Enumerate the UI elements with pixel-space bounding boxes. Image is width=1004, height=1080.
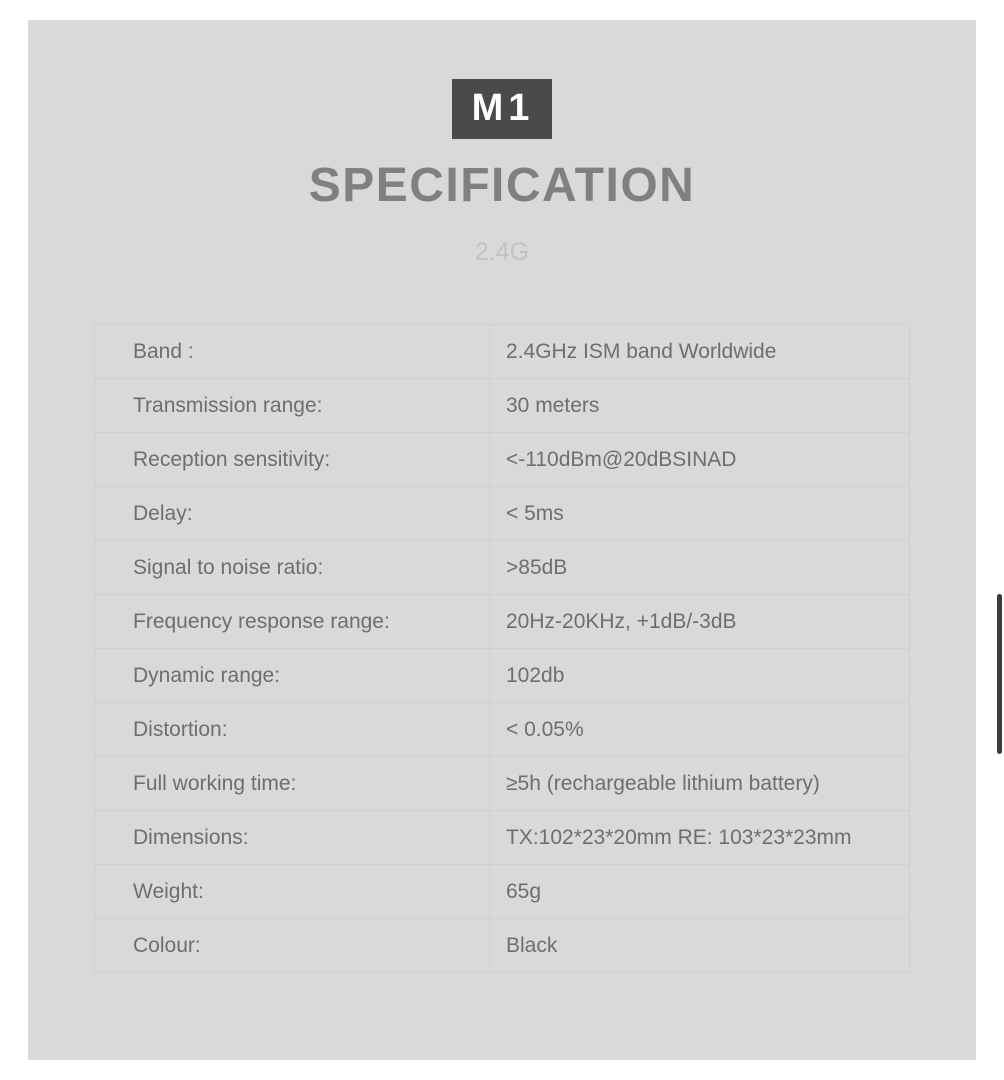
spec-value: TX:102*23*20mm RE: 103*23*23mm [490, 811, 910, 865]
spec-value: <-110dBm@20dBSINAD [490, 433, 910, 487]
spec-value: 30 meters [490, 379, 910, 433]
specification-table-body [95, 325, 910, 973]
spec-label: Delay: [95, 487, 490, 541]
spec-label: Distortion: [95, 703, 490, 757]
page-scrollbar-thumb[interactable] [997, 594, 1002, 754]
spec-label: Band : [95, 325, 490, 379]
spec-value: 65g [490, 865, 910, 919]
spec-value: < 5ms [490, 487, 910, 541]
spec-value: ≥5h (rechargeable lithium battery) [490, 757, 910, 811]
table-row [95, 433, 910, 487]
spec-value: 20Hz-20KHz, +1dB/-3dB [490, 595, 910, 649]
brand-logo [28, 79, 976, 139]
table-row [95, 919, 910, 973]
page-subtitle: 2.4G [474, 238, 530, 266]
spec-label: Transmission range: [95, 379, 490, 433]
spec-value: 2.4GHz ISM band Worldwide [490, 325, 910, 379]
table-row [95, 379, 910, 433]
spec-label: Colour: [95, 919, 490, 973]
spec-label: Reception sensitivity: [95, 433, 490, 487]
spec-label: Full working time: [95, 757, 490, 811]
table-row [95, 865, 910, 919]
spec-value: >85dB [490, 541, 910, 595]
table-row [95, 703, 910, 757]
logo-badge-text: M1 [452, 79, 553, 139]
page-title: SPECIFICATION [308, 159, 696, 212]
specification-panel [28, 20, 976, 1060]
table-row [95, 595, 910, 649]
table-row [95, 757, 910, 811]
spec-label: Weight: [95, 865, 490, 919]
spec-label: Signal to noise ratio: [95, 541, 490, 595]
table-row [95, 649, 910, 703]
spec-label: Dimensions: [95, 811, 490, 865]
table-row [95, 811, 910, 865]
specification-table [94, 324, 910, 973]
table-row [95, 325, 910, 379]
spec-value: < 0.05% [490, 703, 910, 757]
spec-value: Black [490, 919, 910, 973]
table-row [95, 541, 910, 595]
spec-label: Frequency response range: [95, 595, 490, 649]
spec-label: Dynamic range: [95, 649, 490, 703]
table-row [95, 487, 910, 541]
spec-value: 102db [490, 649, 910, 703]
